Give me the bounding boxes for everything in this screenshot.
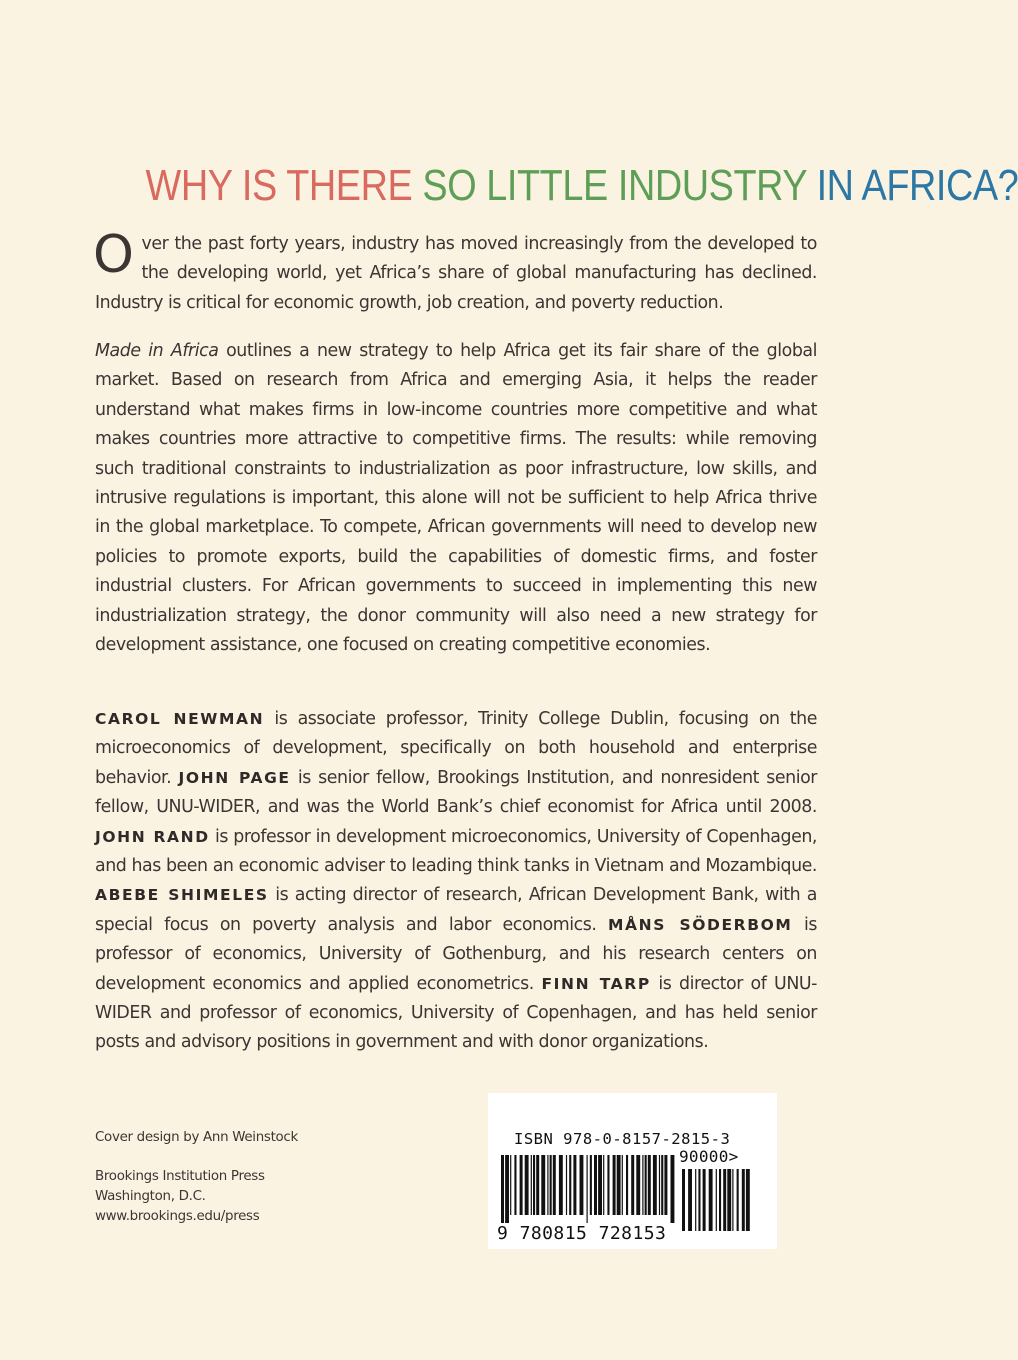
barcode-bar — [525, 1155, 529, 1215]
barcode-bar — [569, 1155, 571, 1215]
barcode-bar — [550, 1155, 552, 1215]
barcode-bar — [742, 1169, 745, 1231]
barcode-bar — [671, 1155, 675, 1223]
author-name: JOHN PAGE — [178, 768, 291, 787]
barcode-bar — [510, 1155, 511, 1215]
barcode-bar — [648, 1155, 651, 1215]
barcode-bar — [505, 1155, 509, 1223]
book-title: Made in Africa — [95, 341, 219, 361]
barcode-bar — [622, 1155, 623, 1215]
barcode-bar — [703, 1169, 706, 1231]
author-bios — [95, 705, 817, 1058]
author-bio: is senior fellow, Brookings Institution, and nonresident senior fellow, UNU-WIDER, and was the World Bank’s chief economist for Africa until 2008. — [95, 767, 817, 818]
isbn-barcode — [488, 1093, 777, 1249]
headline-part-2: SO LITTLE INDUSTRY — [422, 161, 817, 210]
barcode-bar — [688, 1169, 692, 1231]
barcode-bar — [607, 1155, 609, 1215]
barcode-bar — [594, 1155, 597, 1215]
barcode-bar — [727, 1169, 731, 1231]
barcode-bar — [723, 1169, 726, 1231]
barcode-bar — [695, 1169, 696, 1231]
headline-part-1: WHY IS THERE — [145, 161, 423, 210]
headline — [145, 156, 1018, 216]
barcode-bar — [613, 1155, 616, 1215]
barcode-bar — [566, 1155, 567, 1215]
drop-cap: O — [93, 225, 134, 285]
barcode-bar — [573, 1155, 576, 1215]
barcode-bar — [732, 1169, 733, 1231]
author-name: FINN TARP — [541, 974, 651, 993]
publisher-location: Washington, D.C. — [95, 1189, 206, 1204]
cover-design-credit — [95, 1128, 415, 1148]
barcode-bar — [645, 1155, 647, 1215]
barcode-bar — [514, 1155, 516, 1215]
barcode-bar — [626, 1155, 628, 1215]
author-name: CAROL NEWMAN — [95, 710, 265, 728]
cover-design-text: Cover design by Ann Weinstock — [95, 1130, 298, 1145]
intro-text: ver the past forty years, industry has moved increasingly from the developed to the developing world, yet Africa’s share of global manufacturing has declined. Industry is critical for economic growth, job creation, and poverty reduction. — [95, 234, 817, 313]
author-name: ABEBE SHIMELES — [95, 886, 269, 905]
headline-part-3: IN AFRICA? — [816, 161, 1018, 210]
barcode-bar — [682, 1169, 685, 1231]
barcode-bar — [590, 1155, 592, 1215]
barcode-bar — [664, 1155, 667, 1215]
barcode-bar — [737, 1169, 739, 1231]
barcode-bar — [698, 1169, 700, 1231]
barcode-bar — [642, 1155, 643, 1215]
publisher-website: www.brookings.edu/press — [95, 1209, 260, 1224]
author-name: JOHN RAND — [95, 827, 210, 846]
barcode-bar — [659, 1155, 660, 1215]
barcode-bar — [547, 1155, 548, 1215]
barcode-bar — [501, 1155, 504, 1223]
barcode-bar — [559, 1155, 563, 1215]
barcode-bar — [580, 1155, 584, 1215]
barcode-bar — [716, 1169, 717, 1231]
barcode-bar — [520, 1155, 523, 1215]
intro-paragraph — [93, 225, 817, 318]
isbn-label: ISBN 978-0-8157-2815-3 — [514, 1130, 731, 1148]
author-bio: is director of UNU-WIDER and professor of economics, University of Copenhagen, and has held senior posts and advisory positions in government and with donor organizations. — [95, 973, 817, 1053]
summary-text: outlines a new strategy to help Africa get its fair share of the global market. Based on research from Africa and emerging Asia, it helps the reader understand what makes firms in low-income countries more competitive and what makes countries more attractive to competitive firms. The results: while removing such traditional constraints to industrialization as poor infrastructure, low skills, and intrusive regulations is important, this alone will not be sufficient to help Africa thrive in the global marketplace. To compete, African governments will need to develop new policies to promote exports, build the capabilities of domestic firms, and foster industrial clusters. For African governments to succeed in implementing this new industrialization strategy, the donor community will also need a new strategy for development assistance, one focused on creating competitive economies. — [95, 341, 817, 656]
barcode-bar — [598, 1155, 602, 1215]
barcode-bar — [531, 1155, 532, 1215]
barcode-bar — [587, 1155, 588, 1223]
barcode-bar — [746, 1169, 750, 1231]
author-bio: is associate professor, Trinity College Dublin, focusing on the microeconomics of development, specifically on both household and enterprise behavior. — [95, 709, 817, 788]
barcode-bar — [719, 1169, 721, 1231]
barcode-bar — [553, 1155, 556, 1215]
barcode-bar — [661, 1155, 663, 1215]
barcode-bar — [536, 1155, 539, 1215]
barcode-bar — [541, 1155, 545, 1215]
addon-digits: 90000> — [679, 1147, 739, 1166]
author-name: MÅNS SÖDERBOM — [608, 915, 793, 934]
author-bio: is professor in development microeconomics, University of Copenhagen, and has been an economic adviser to leading think tanks in Vietnam and Mozambique. — [95, 826, 817, 877]
barcode-bar — [631, 1155, 634, 1215]
author-bio: is professor of economics, University of Gothenburg, and his research centers on development economics and applied econometrics. — [95, 914, 817, 994]
barcode-bar — [636, 1155, 640, 1215]
publisher-name: Brookings Institution Press — [95, 1169, 265, 1184]
author-bio: is acting director of research, African Development Bank, with a special focus on poverty analysis and labor economics. — [95, 885, 818, 935]
ean-digits: 9 780815 728153 — [497, 1223, 667, 1244]
barcode-bar — [653, 1155, 657, 1215]
barcode-bar — [709, 1169, 713, 1231]
barcode-bar — [533, 1155, 535, 1215]
publisher-block — [95, 1167, 415, 1227]
barcode-bar — [603, 1155, 604, 1215]
summary-paragraph — [95, 337, 817, 660]
barcode-bar — [617, 1155, 621, 1215]
